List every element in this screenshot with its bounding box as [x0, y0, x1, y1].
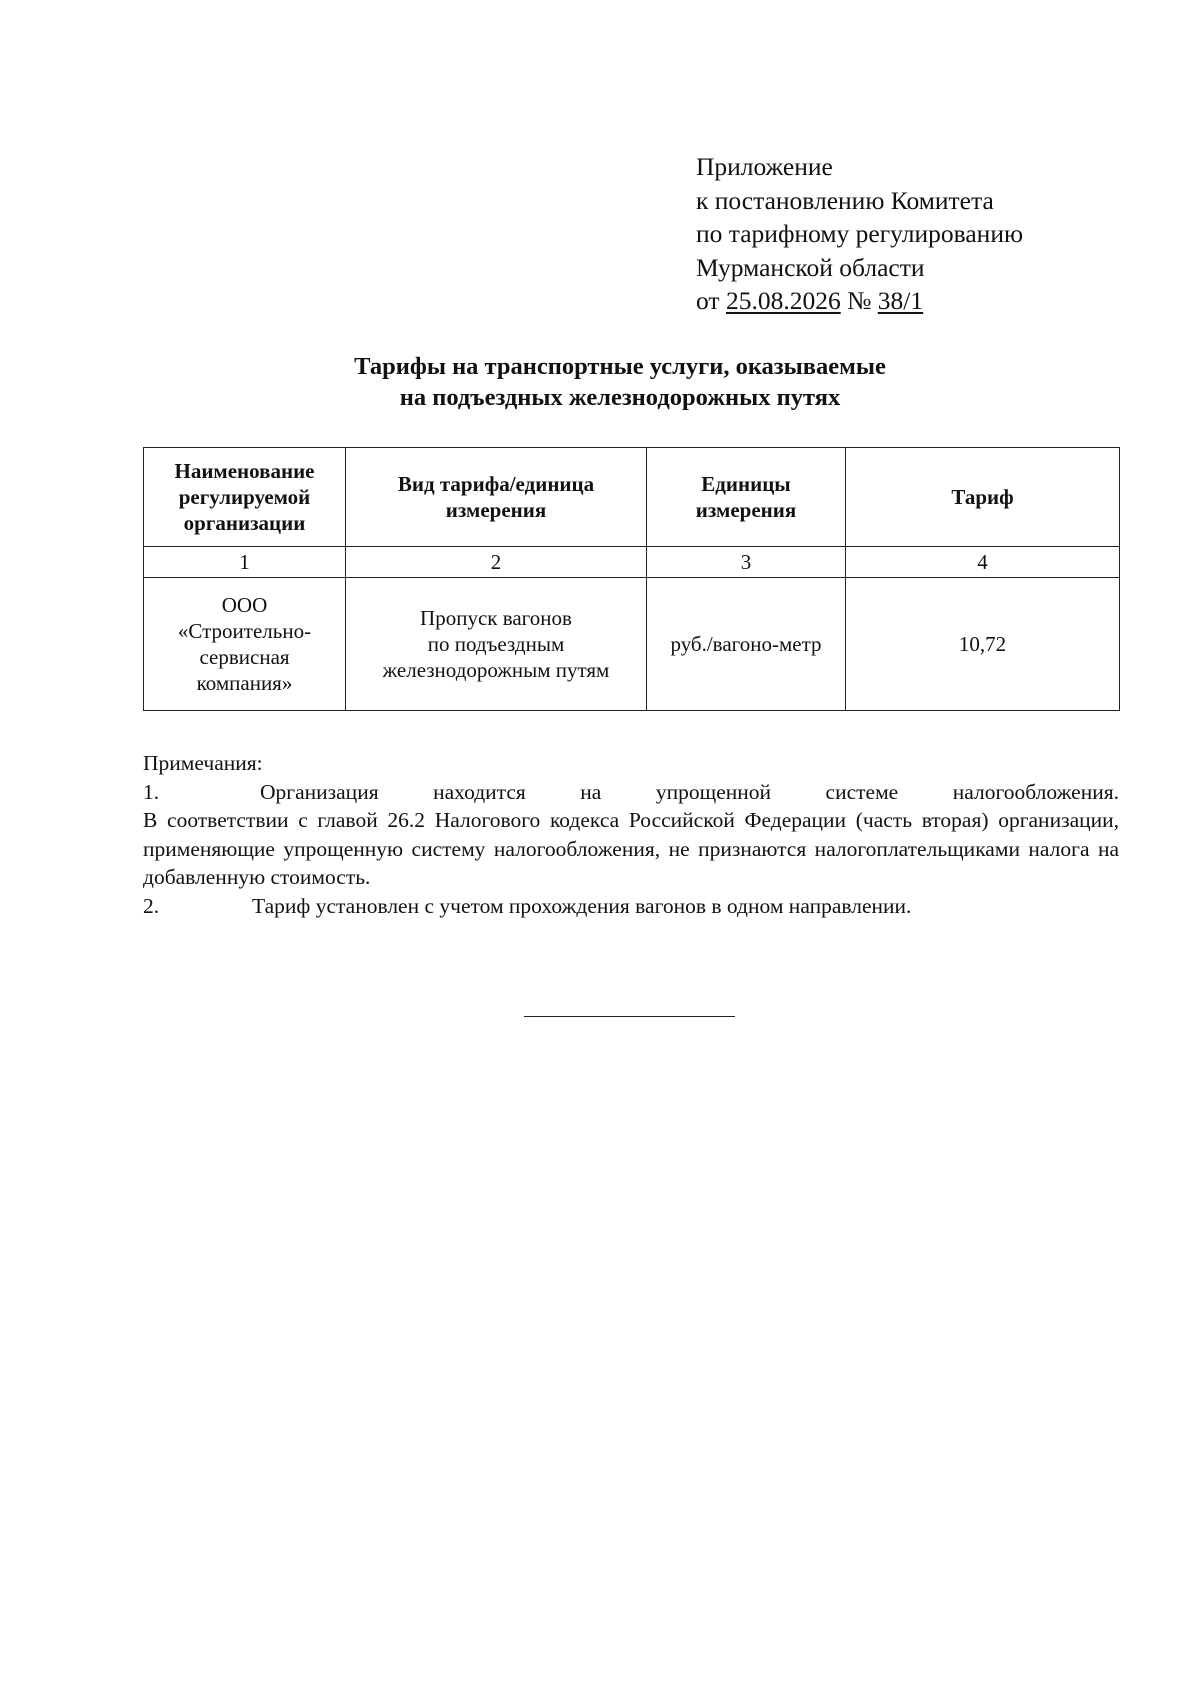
title-line: на подъездных железнодорожных путях: [399, 384, 841, 411]
header-text: Тариф: [951, 485, 1014, 509]
header-units: [647, 448, 846, 547]
resolution-number: 38/1: [877, 286, 924, 315]
column-number: 2: [346, 547, 647, 578]
cell-organization: [144, 578, 346, 711]
cell-text: «Строительно-: [177, 619, 312, 643]
header-organization: [144, 448, 346, 547]
attachment-block: [696, 150, 1023, 318]
note-number: 2.: [143, 893, 160, 918]
header-text: регулируемой: [178, 485, 311, 509]
table-header-row: [144, 448, 1120, 547]
cell-text: железнодорожным путям: [382, 658, 610, 682]
header-text: измерения: [695, 498, 797, 522]
number-prefix: №: [840, 286, 878, 315]
note-continuation: В соответствии с главой 26.2 Налогового кодекса Российской Федерации (часть вторая) организации, применяющие упрощенную систему налогообложения, не признаются налогоплательщиками налога на добавленную стоимость.: [143, 808, 1119, 889]
cell-text: сервисная: [199, 645, 290, 669]
cell-tariff: 10,72: [846, 578, 1120, 711]
document-title: [200, 351, 1040, 413]
date-prefix: от: [696, 286, 726, 315]
column-number: 4: [846, 547, 1120, 578]
header-text: Единицы: [701, 472, 791, 496]
note-text: Тариф установлен с учетом прохождения вагонов в одном направлении.: [252, 893, 912, 918]
notes-heading: Примечания:: [143, 751, 263, 775]
notes-section: [143, 749, 1119, 920]
resolution-date: 25.08.2026: [725, 286, 841, 315]
header-tariff-type: [346, 448, 647, 547]
tariff-table: [143, 447, 1120, 711]
note-text: Организация находится на упрощенной системе налогообложения.: [260, 779, 1119, 804]
column-number-row: [144, 547, 1120, 578]
header-text: Вид тарифа/единица: [397, 472, 595, 496]
header-text: Наименование: [174, 459, 315, 483]
header-text: измерения: [445, 498, 547, 522]
closing-rule: [524, 1016, 735, 1017]
cell-text: ООО: [221, 593, 268, 617]
attachment-line: по тарифному регулированию: [696, 219, 1024, 248]
note-item: [143, 892, 1119, 921]
cell-tariff-type: [346, 578, 647, 711]
cell-unit: руб./вагоно-метр: [647, 578, 846, 711]
note-item: [143, 778, 1119, 807]
header-tariff: [846, 448, 1120, 547]
cell-text: Пропуск вагонов: [420, 606, 572, 630]
cell-text: компания»: [196, 671, 293, 695]
table-row: [144, 578, 1120, 711]
attachment-date-line: [696, 284, 1023, 318]
attachment-line: Приложение: [696, 152, 833, 181]
title-line: Тарифы на транспортные услуги, оказываемые: [354, 353, 886, 380]
note-number: 1.: [143, 779, 160, 804]
header-text: организации: [183, 511, 306, 535]
cell-text: по подъездным: [427, 632, 565, 656]
column-number: 1: [144, 547, 346, 578]
attachment-line: Мурманской области: [696, 252, 925, 282]
column-number: 3: [647, 547, 846, 578]
attachment-line: к постановлению Комитета: [696, 185, 994, 215]
